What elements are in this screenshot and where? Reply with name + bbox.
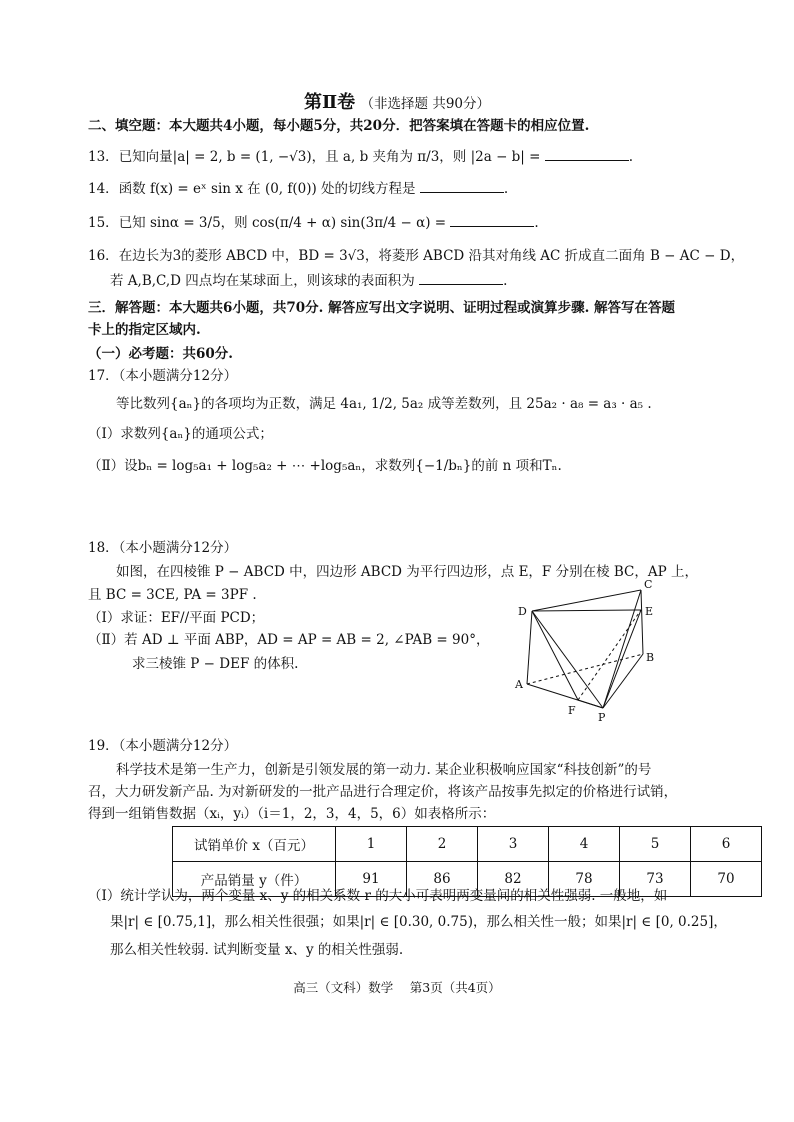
label-b: B [646, 651, 655, 664]
q17-part2: （Ⅱ）设bₙ = log₅a₁ + log₅a₂ + ⋯ +log₅aₙ，求数列{−1/bₙ}的前 n 项和Tₙ. [88, 458, 562, 474]
q19-part1-line1: （Ⅰ）统计学认为，两个变量 x、y 的相关系数 r 的大小可表明两变量间的相关性强弱. 一般地，如 [88, 888, 668, 904]
price-header-cell: 试销单价 x（百元） [173, 827, 336, 862]
q16-text-1: 在边长为3的菱形 ABCD 中，BD = 3√3，将菱形 ABCD 沿其对角线 AC 折成直二面角 B − AC − D， [118, 248, 745, 264]
question-13 [88, 146, 633, 167]
edge-df [532, 611, 578, 700]
q18-part2: （Ⅱ）若 AD ⊥ 平面 ABP，AD = AP = AB = 2, ∠PAB = 90°， [88, 632, 490, 648]
sales-cell: 82 [478, 862, 549, 897]
label-c: C [644, 578, 653, 591]
q17-stem: 等比数列{aₙ}的各项均为正数，满足 4a₁, 1/2, 5a₂ 成等差数列，且 25a₂ · a₈ = a₃ · a₅ . [116, 396, 652, 412]
q18-part1: （Ⅰ）求证：EF//平面 PCD； [88, 610, 265, 626]
label-d: D [518, 605, 527, 618]
edge-cb [641, 590, 643, 654]
q14-number: 14． [88, 181, 119, 197]
sales-cell: 86 [407, 862, 478, 897]
q19-line2: 召，大力研发新产品. 为对新研发的一批产品进行合理定价，将该产品按事先拟定的价格进行试销， [88, 784, 678, 800]
page-title [0, 88, 794, 114]
q15-text: 已知 sinα = 3/5，则 cos(π/4 + α) sin(3π/4 − α) = [118, 215, 447, 231]
hidden-edge-ab [527, 654, 643, 684]
q15-number: 15． [88, 215, 119, 231]
question-15 [88, 212, 539, 233]
price-cell: 2 [407, 827, 478, 862]
q19-part1-line2: 果|r| ∈ [0.75,1]，那么相关性很强；如果|r| ∈ [0.30, 0.75)，那么相关性一般；如果|r| ∈ [0, 0.25]， [110, 914, 727, 930]
fill-in-heading: 二、填空题：本大题共4小题，每小题5分，共20分．把答案填在答题卡的相应位置. [88, 118, 590, 134]
q18-part2b: 求三棱锥 P − DEF 的体积. [132, 656, 299, 672]
q19-header: 19．（本小题满分12分） [88, 738, 238, 754]
q18-line2: 且 BC = 3CE, PA = 3PF . [88, 587, 257, 603]
q14-answer-blank[interactable] [420, 178, 504, 193]
q18-header: 18．（本小题满分12分） [88, 540, 238, 556]
price-cell: 5 [620, 827, 691, 862]
q13-number: 13． [88, 149, 119, 165]
q19-line3: 得到一组销售数据（xᵢ，yᵢ）（i＝1，2，3，4，5，6）如表格所示： [88, 806, 496, 822]
edge-cp [603, 590, 641, 708]
table-row [173, 827, 762, 862]
section-title: 第Ⅱ卷 [303, 92, 356, 113]
edge-dp [532, 611, 603, 708]
price-cell: 6 [691, 827, 762, 862]
q16-end: . [503, 273, 508, 289]
edge-de [532, 610, 641, 611]
q13-answer-blank[interactable] [545, 146, 629, 161]
pyramid-figure [500, 578, 670, 728]
q19-line1: 科学技术是第一生产力，创新是引领发展的第一动力. 某企业积极响应国家“科技创新”的号 [116, 762, 652, 778]
q16-answer-blank[interactable] [419, 270, 503, 285]
section-subtitle: （非选择题 共90分） [360, 96, 491, 112]
label-a: A [515, 678, 523, 691]
sales-cell: 91 [336, 862, 407, 897]
price-cell: 3 [478, 827, 549, 862]
q15-answer-blank[interactable] [450, 212, 534, 227]
label-p: P [598, 711, 606, 724]
question-16-line1 [88, 246, 744, 266]
q13-text: 已知向量|a| = 2, b = (1, −√3)，且 a, b 夹角为 π/3，则 |2a − b| = [118, 149, 541, 165]
label-e: E [645, 605, 654, 618]
page-footer: 高三（文科）数学 第3页（共4页） [293, 980, 501, 995]
q15-end: . [534, 215, 539, 231]
q13-end: . [628, 149, 634, 165]
edge-dc [532, 590, 641, 611]
price-cell: 4 [549, 827, 620, 862]
sales-cell: 70 [691, 862, 762, 897]
edge-bp [603, 654, 643, 708]
price-cell: 1 [336, 827, 407, 862]
sales-header-cell: 产品销量 y（件） [173, 862, 336, 897]
sales-cell: 73 [620, 862, 691, 897]
q17-header: 17．（本小题满分12分） [88, 368, 238, 384]
required-heading: （一）必考题：共60分. [88, 346, 233, 362]
edge-fp [578, 700, 603, 708]
q16-text-2: 若 A,B,C,D 四点均在某球面上，则该球的表面积为 [110, 273, 415, 289]
q17-part1: （Ⅰ）求数列{aₙ}的通项公式； [88, 426, 273, 442]
question-14 [88, 178, 508, 199]
edge-da [527, 611, 532, 684]
sales-cell: 78 [549, 862, 620, 897]
q16-number: 16． [88, 248, 119, 264]
question-16-line2 [110, 270, 507, 291]
q19-part1-line3: 那么相关性较弱. 试判断变量 x、y 的相关性强弱. [110, 942, 404, 958]
q18-line1: 如图，在四棱锥 P − ABCD 中，四边形 ABCD 为平行四边形，点 E，F 分别在棱 BC，AP 上， [116, 564, 699, 580]
label-f: F [568, 704, 576, 717]
answer-heading-line2: 卡上的指定区域内. [88, 322, 201, 338]
answer-heading-line1: 三．解答题：本大题共6小题，共70分. 解答应写出文字说明、证明过程或演算步骤. 解答写在答题 [88, 300, 675, 316]
q14-text: 函数 f(x) = eˣ sin x 在 (0, f(0)) 处的切线方程是 [118, 181, 416, 197]
q14-end: . [503, 181, 509, 197]
